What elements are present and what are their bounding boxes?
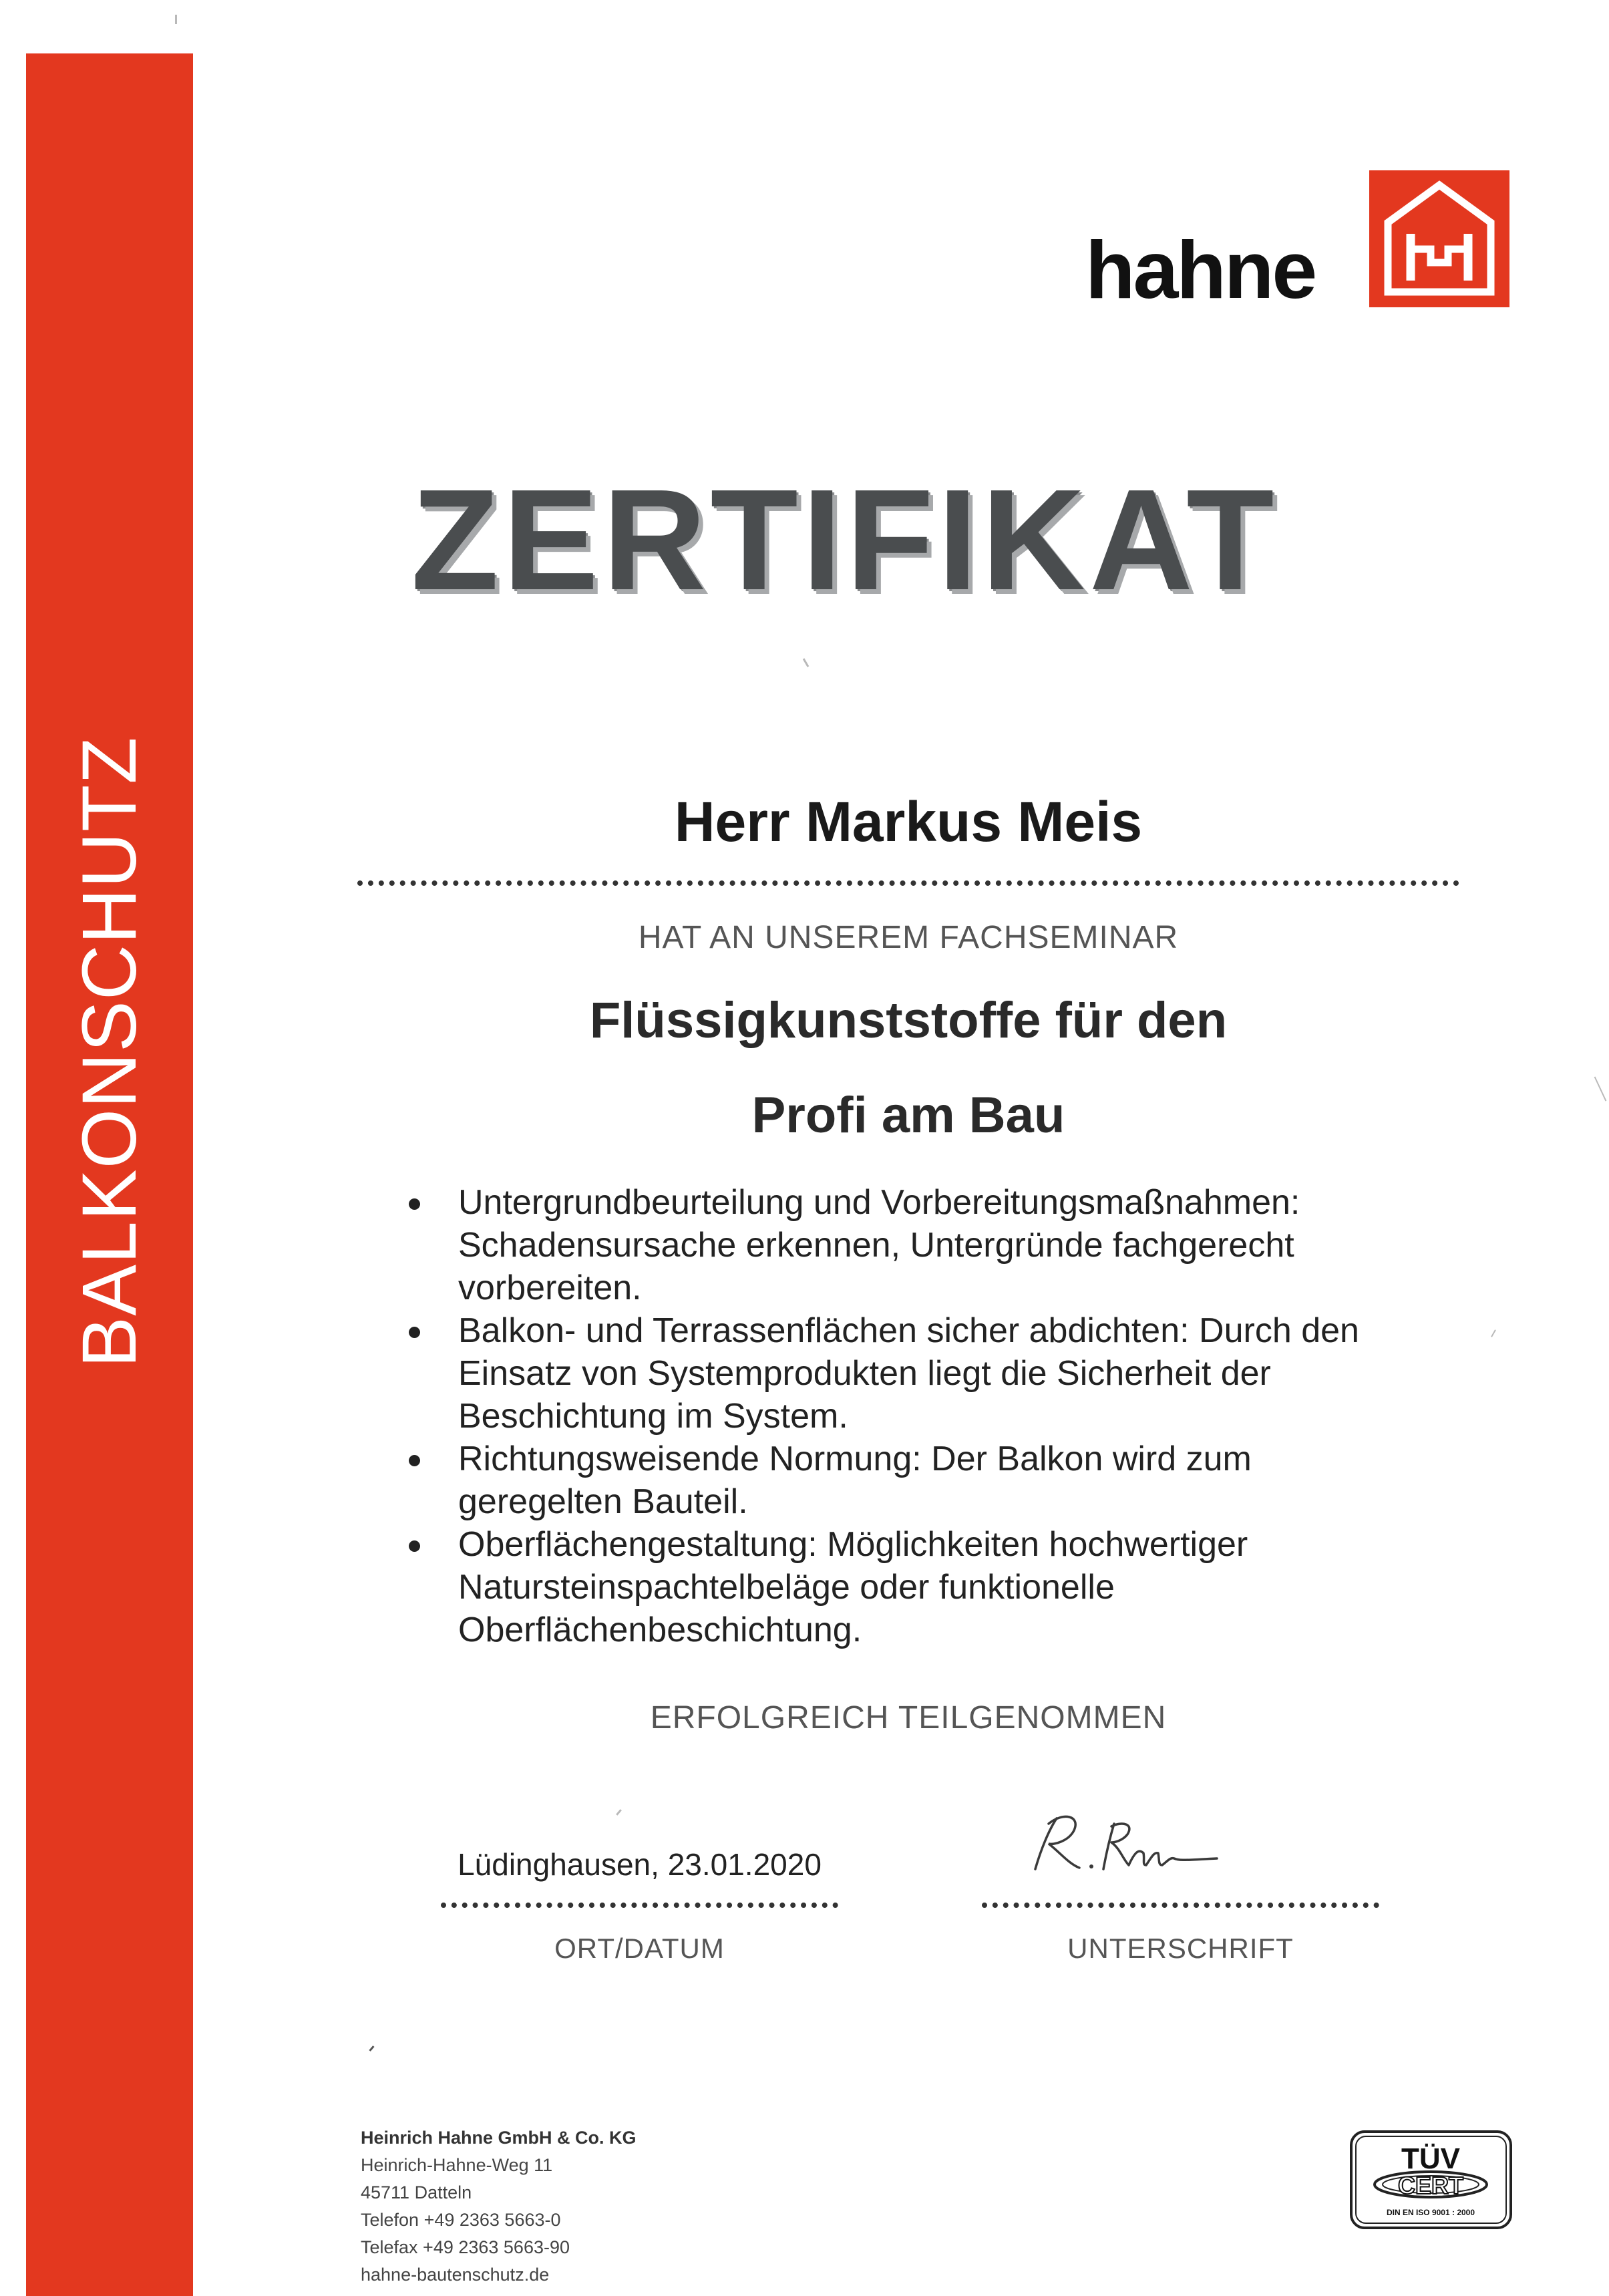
side-band-label: BALKONSCHUTZ	[67, 736, 152, 1368]
place-date-label: ORT/DATUM	[554, 1933, 725, 1964]
hahne-logo	[1085, 170, 1513, 315]
topic-line: Schadensursache erkennen, Untergründe fachgerecht	[458, 1226, 1294, 1265]
topic-item	[409, 1309, 1451, 1438]
bullet-icon	[409, 1327, 420, 1338]
seminar-intro: HAT AN UNSEREM FACHSEMINAR	[638, 920, 1179, 955]
certificate-title: ZERTIFIKAT	[411, 459, 1278, 620]
scan-speck	[1491, 1329, 1496, 1337]
signature-label: UNTERSCHRIFT	[1067, 1933, 1294, 1964]
topic-list	[409, 1181, 1451, 1651]
hahne-house-icon	[1369, 170, 1509, 307]
company-website: hahne-bautenschutz.de	[361, 2265, 550, 2285]
recipient-name: Herr Markus Meis	[674, 790, 1143, 853]
company-name: Heinrich Hahne GmbH & Co. KG	[361, 2128, 637, 2148]
seminar-title-line-1: Flüssigkunststoffe für den	[589, 992, 1228, 1049]
logo-wordmark: hahne	[1085, 224, 1316, 315]
topic-line: Oberflächengestaltung: Möglichkeiten hochwertiger	[458, 1525, 1248, 1564]
topic-line: geregelten Bauteil.	[458, 1482, 748, 1521]
topic-line: Einsatz von Systemprodukten liegt die Sicherheit der	[458, 1354, 1271, 1393]
bullet-icon	[409, 1455, 420, 1466]
topic-line: Oberflächenbeschichtung.	[458, 1611, 862, 1649]
tuv-cert-badge-icon	[1349, 2130, 1513, 2230]
topic-line: Natursteinspachtelbeläge oder funktionelle	[458, 1568, 1115, 1607]
signature-image	[1022, 1804, 1222, 1884]
topic-line: Untergrundbeurteilung und Vorbereitungsmaßnahmen:	[458, 1183, 1300, 1222]
scan-speck	[803, 658, 810, 667]
tuv-badge-middle: CERT	[1398, 2172, 1463, 2199]
company-address	[361, 2124, 637, 2289]
topic-line: Balkon- und Terrassenflächen sicher abdichten: Durch den	[458, 1311, 1359, 1350]
place-date-dotted-line	[441, 1903, 838, 1908]
topic-line: vorbereiten.	[458, 1269, 642, 1307]
company-city: 45711 Datteln	[361, 2182, 472, 2202]
scan-speck	[616, 1809, 622, 1816]
tuv-badge-bottom: DIN EN ISO 9001 : 2000	[1386, 2208, 1475, 2217]
company-street: Heinrich-Hahne-Weg 11	[361, 2155, 553, 2175]
company-phone: Telefon +49 2363 5663-0	[361, 2210, 561, 2230]
topic-line: Richtungsweisende Normung: Der Balkon wird zum	[458, 1440, 1252, 1478]
topic-line: Beschichtung im System.	[458, 1397, 848, 1436]
place-date-value: Lüdinghausen, 23.01.2020	[458, 1847, 822, 1882]
seminar-title-line-2: Profi am Bau	[751, 1087, 1065, 1144]
bullet-icon	[409, 1540, 420, 1552]
topic-item	[409, 1181, 1451, 1309]
success-text: ERFOLGREICH TEILGENOMMEN	[650, 1700, 1167, 1736]
scan-speck	[369, 2045, 374, 2052]
signature-dotted-line	[982, 1903, 1379, 1908]
bullet-icon	[409, 1198, 420, 1210]
tuv-badge-top: TÜV	[1401, 2142, 1460, 2175]
topic-item	[409, 1438, 1451, 1523]
scan-speck	[175, 15, 177, 24]
scan-speck	[1594, 1076, 1607, 1101]
topic-item	[409, 1523, 1451, 1651]
recipient-dotted-line	[357, 880, 1459, 886]
company-fax: Telefax +49 2363 5663-90	[361, 2237, 570, 2257]
